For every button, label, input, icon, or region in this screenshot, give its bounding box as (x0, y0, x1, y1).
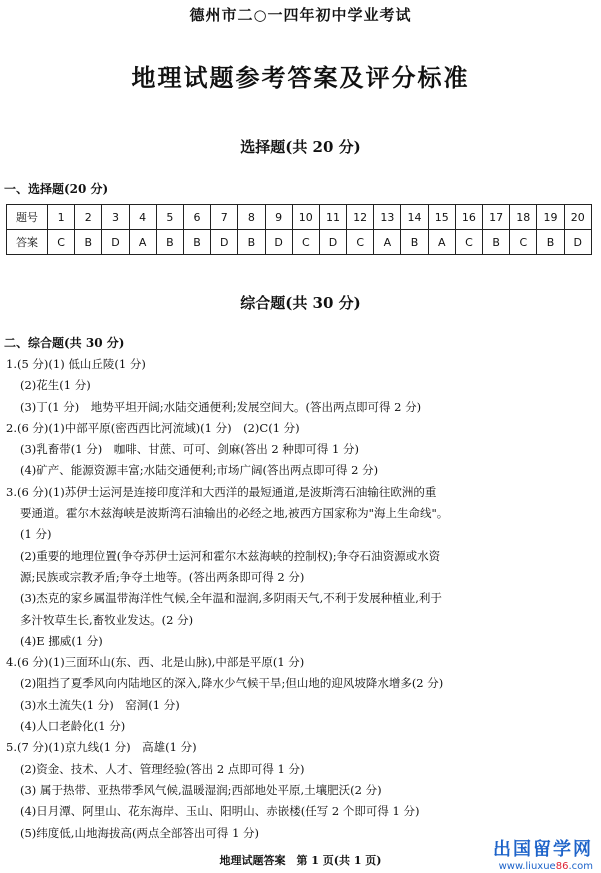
answer-line: (2)资金、技术、人才、管理经验(答出 2 点即可得 1 分) (20, 761, 305, 776)
question-number-cell: 17 (483, 205, 510, 230)
answer-line: 多汁牧草生长,畜牧业发达。(2 分) (20, 612, 194, 627)
question-number-cell: 20 (564, 205, 591, 230)
question-number-cell: 8 (238, 205, 265, 230)
watermark-url-suffix: .com (568, 861, 593, 872)
page-footer: 地理试题答案 第 1 页(共 1 页) (219, 854, 382, 867)
question-number-cell: 15 (428, 205, 455, 230)
answer-line: (3)乳畜带(1 分) 咖啡、甘蔗、可可、剑麻(答出 2 种即可得 1 分) (20, 442, 359, 457)
answer-row (7, 230, 592, 255)
answer-cell: B (483, 230, 510, 255)
question-number-cell: 10 (292, 205, 319, 230)
question-number-cell: 12 (347, 205, 374, 230)
answer-cell: D (265, 230, 292, 255)
question-number-cell: 18 (510, 205, 537, 230)
watermark-url (493, 861, 593, 872)
answer-cell: B (183, 230, 210, 255)
page-title: 地理试题参考答案及评分标准 (131, 63, 470, 92)
question-number-cell: 6 (183, 205, 210, 230)
watermark-url-number: 86 (555, 861, 569, 872)
answer-line: (1 分) (20, 527, 52, 542)
answer-table (6, 204, 592, 255)
answer-line: 3.(6 分)(1)苏伊士运河是连接印度洋和大西洋的最短通道,是波斯湾石油输往欧洲的重 (6, 484, 437, 499)
answer-cell: C (510, 230, 537, 255)
question-number-cell: 9 (265, 205, 292, 230)
answer-line: (3)水土流失(1 分) 窑洞(1 分) (20, 697, 180, 712)
answer-cell: C (347, 230, 374, 255)
watermark-url-prefix: www.liuxue (498, 861, 556, 872)
question-number-cell: 13 (374, 205, 401, 230)
section2-title: 综合题(共 30 分) (240, 294, 361, 312)
watermark-site-name: 出国留学网 (493, 839, 593, 860)
question-number-cell: 5 (156, 205, 183, 230)
answer-line: (2)阻挡了夏季风向内陆地区的深入,降水少气候干旱;但山地的迎风坡降水增多(2 分) (20, 676, 444, 691)
answer-cell: D (102, 230, 129, 255)
answer-cell: D (319, 230, 346, 255)
question-number-cell: 2 (75, 205, 102, 230)
site-watermark (493, 835, 593, 872)
answer-cell: A (428, 230, 455, 255)
answer-line: 要通道。霍尔木兹海峡是波斯湾石油输出的必经之地,被西方国家称为"海上生命线"。 (20, 506, 449, 521)
answer-cell: D (211, 230, 238, 255)
answer-line: (3)杰克的家乡属温带海洋性气候,全年温和湿润,多阴雨天气,不利于发展种植业,利于 (20, 591, 442, 606)
answer-cell: D (564, 230, 591, 255)
question-number-header: 题号 (7, 205, 48, 230)
question-number-cell: 14 (401, 205, 428, 230)
answer-line: 源;民族或宗教矛盾;争夺土地等。(答出两条即可得 2 分) (20, 569, 305, 584)
answer-line: (4)E 挪威(1 分) (20, 633, 103, 648)
answer-header: 答案 (7, 230, 48, 255)
question-number-cell: 11 (319, 205, 346, 230)
answer-cell: A (374, 230, 401, 255)
answer-line: (3) 属于热带、亚热带季风气候,温暖湿润;西部地处平原,土壤肥沃(2 分) (20, 782, 382, 797)
answer-cell: C (48, 230, 75, 255)
answer-line: (4)人口老龄化(1 分) (20, 719, 126, 734)
answer-line: 5.(7 分)(1)京九线(1 分) 高雄(1 分) (6, 740, 197, 755)
question-number-cell: 4 (129, 205, 156, 230)
question-number-cell: 1 (48, 205, 75, 230)
answer-line: (5)纬度低,山地海拔高(两点全部答出可得 1 分) (20, 825, 260, 840)
answer-line: (2)重要的地理位置(争夺苏伊士运河和霍尔木兹海峡的控制权);争夺石油资源或水资 (20, 548, 441, 563)
question-number-cell: 19 (537, 205, 564, 230)
question-number-cell: 7 (211, 205, 238, 230)
answer-cell: B (238, 230, 265, 255)
question-number-cell: 3 (102, 205, 129, 230)
answer-line: 1.(5 分)(1) 低山丘陵(1 分) (6, 357, 146, 371)
answer-cell: A (129, 230, 156, 255)
answer-line: 2.(6 分)(1)中部平原(密西西比河流域)(1 分) (2)C(1 分) (6, 420, 300, 435)
answer-cell: C (455, 230, 482, 255)
answer-cell: B (401, 230, 428, 255)
answer-cell: C (292, 230, 319, 255)
answer-line: (4)日月潭、阿里山、花东海岸、玉山、阳明山、赤嵌楼(任写 2 个即可得 1 分) (20, 804, 420, 819)
answer-line: (2)花生(1 分) (20, 378, 91, 393)
exam-name: 德州市二○一四年初中学业考试 (189, 6, 412, 24)
answer-cell: B (75, 230, 102, 255)
section1-title: 选择题(共 20 分) (240, 138, 361, 156)
answer-line: (4)矿产、能源资源丰富;水陆交通便利;市场广阔(答出两点即可得 2 分) (20, 463, 379, 478)
part2-label: 二、综合题(共 30 分) (4, 336, 125, 350)
question-number-row (7, 205, 592, 230)
part1-label: 一、选择题(20 分) (4, 182, 109, 196)
answer-key-lines (6, 354, 596, 844)
answer-cell: B (156, 230, 183, 255)
answer-line: 4.(6 分)(1)三面环山(东、西、北是山脉),中部是平原(1 分) (6, 655, 305, 670)
answer-cell: B (537, 230, 564, 255)
question-number-cell: 16 (455, 205, 482, 230)
answer-line: (3)丁(1 分) 地势平坦开阔;水陆交通便利;发展空间大。(答出两点即可得 2 分) (20, 399, 422, 414)
